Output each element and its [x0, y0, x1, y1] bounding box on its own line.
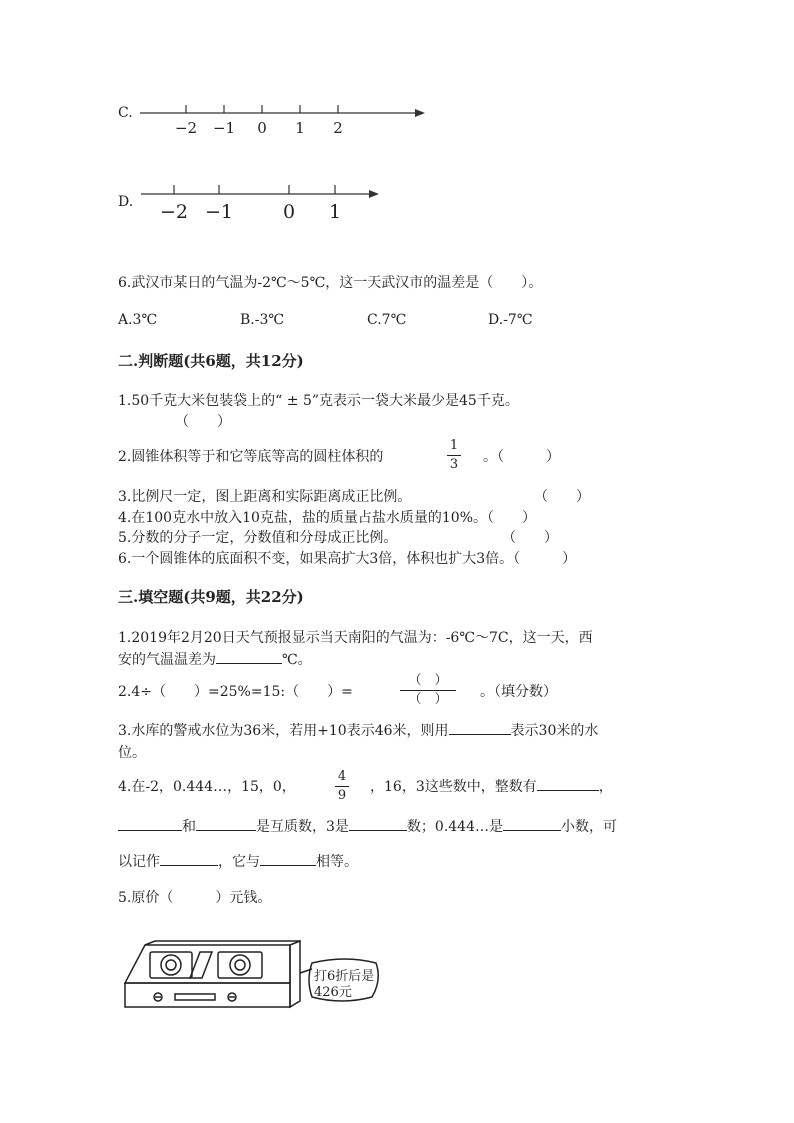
s3-q4-blank-3[interactable]	[196, 816, 256, 831]
s3-q3-text-a: 3.水库的警戒水位为36米，若用+10表示46米，则用	[118, 723, 449, 739]
s3-q1-line2	[118, 649, 312, 669]
q6-option-c: C.7℃	[367, 312, 407, 328]
s3-q4-text-h: 以记作	[118, 854, 160, 870]
number-line-d-tick-label: 1	[328, 201, 342, 223]
s3-q4-fraction	[335, 769, 349, 804]
s2-q3-text: 3.比例尺一定，图上距离和实际距离成正比例。	[118, 489, 412, 505]
fraction-denominator: 9	[337, 788, 347, 803]
s3-q3-blank[interactable]	[449, 720, 511, 735]
fraction-numerator: （ ）	[408, 673, 448, 688]
s2-q1-line1: 1.50千克大米包装袋上的“ ± 5”克表示一袋大米最少是45千克。	[118, 393, 519, 409]
s2-q2-text: 2.圆锥体积等于和它等底等高的圆柱体积的	[118, 449, 384, 465]
number-line-d	[135, 180, 395, 225]
section2-title: 二.判断题(共6题，共12分)	[118, 352, 304, 370]
s3-q3-line1	[118, 720, 598, 740]
s2-q5-paren: （ ）	[502, 530, 558, 546]
s3-q4-blank-5[interactable]	[503, 816, 561, 831]
s3-q1-line1: 1.2019年2月20日天气预报显示当天南阳的气温为：-6℃～7C，这一天，西	[118, 630, 593, 646]
s2-q1-line2: （ ）	[175, 414, 231, 430]
s3-q5-text: 5.原价（ ）元钱。	[118, 890, 272, 906]
stove-center-grille	[190, 952, 212, 978]
s3-q4-text-f: 数；0.444…是	[406, 819, 504, 835]
s3-q4-blank-7[interactable]	[260, 851, 316, 866]
s3-q4-line3	[118, 851, 358, 871]
q6-option-d: D.-7℃	[488, 312, 533, 328]
fraction-numerator: 1	[449, 438, 459, 453]
s2-q2-after: 。（ ）	[483, 449, 560, 465]
option-c-label: C.	[118, 105, 133, 121]
price-tag-line2: 426元	[314, 985, 352, 1000]
s3-q3-text-b: 表示30米的水	[510, 723, 599, 739]
gas-stove-illustration	[120, 935, 390, 1015]
number-line-c-tick-label: 1	[295, 119, 305, 137]
number-line-c-tick-label: −1	[212, 119, 236, 137]
price-tag-line1: 打6折后是	[314, 969, 375, 984]
s3-q4-text-i: ，它与	[218, 854, 260, 870]
s3-q4-text-c: ，	[598, 779, 613, 795]
number-line-c-tick-label: 0	[257, 119, 267, 137]
fraction-numerator: 4	[337, 769, 347, 784]
stove-control-slot	[175, 994, 215, 1000]
s3-q3-line2: 位。	[118, 745, 146, 761]
s3-q2-fraction	[400, 673, 456, 708]
s3-q4-blank-2[interactable]	[118, 816, 182, 831]
s2-q3-paren: （ ）	[534, 489, 590, 505]
fraction-bar	[447, 455, 461, 456]
number-line-c-tick-label: −2	[174, 119, 198, 137]
number-line-c-tick-label: 2	[333, 119, 343, 137]
s3-q2-text: 2.4÷（ ）=25%=15:（ ）=	[118, 684, 353, 700]
q6-option-b: B.-3℃	[240, 312, 285, 328]
s3-q4-line1	[370, 776, 613, 796]
number-line-c-arrow	[415, 109, 425, 117]
s3-q4-text-d: 和	[182, 819, 196, 835]
s3-q4-text-g: 小数，可	[561, 819, 618, 835]
s3-q4-text-b: ，16，3这些数中，整数有	[370, 779, 537, 795]
fraction-bar	[400, 690, 456, 691]
s3-q4-line2	[118, 816, 617, 836]
s2-q6-text: 6.一个圆锥体的底面积不变，如果高扩大3倍，体积也扩大3倍。（ ）	[118, 551, 577, 567]
option-d-label: D.	[118, 194, 134, 210]
stove-side	[290, 941, 300, 1007]
s3-q4-text-j: 相等。	[316, 854, 358, 870]
fraction-bar	[335, 786, 349, 787]
stove-front	[125, 983, 290, 1007]
number-line-d-arrow	[369, 190, 379, 198]
burner-right-panel	[218, 952, 262, 978]
section3-title: 三.填空题(共9题，共22分)	[118, 588, 304, 606]
q6-option-a: A.3℃	[118, 312, 158, 328]
s3-q4-blank-6[interactable]	[160, 851, 218, 866]
number-line-d-tick-label: −1	[204, 201, 234, 223]
burner-right	[230, 955, 250, 975]
s2-q5-text: 5.分数的分子一定，分数值和分母成正比例。	[118, 530, 398, 546]
s3-q2-after: 。（填分数）	[480, 684, 557, 700]
q6-stem: 6.武汉市某日的气温为-2℃～5℃，这一天武汉市的温差是（ ）。	[118, 275, 543, 291]
s3-q1-text: 安的气温温差为	[118, 652, 216, 668]
s2-q2-fraction	[447, 438, 461, 473]
s3-q1-blank[interactable]	[216, 649, 282, 664]
s3-q1-unit: ℃。	[282, 652, 312, 668]
burner-left-panel	[150, 952, 192, 978]
fraction-denominator: （ ）	[408, 692, 448, 707]
s3-q4-text-a: 4.在-2，0.444…，15，0，	[118, 779, 296, 795]
s3-q4-blank-1[interactable]	[537, 776, 599, 791]
s3-q4-blank-4[interactable]	[349, 816, 407, 831]
fraction-denominator: 3	[449, 457, 459, 472]
s3-q4-text-e: 是互质数，3是	[256, 819, 349, 835]
number-line-c	[135, 100, 435, 140]
s2-q4-text: 4.在100克水中放入10克盐，盐的质量占盐水质量的10%。（ ）	[118, 510, 537, 526]
number-line-d-tick-label: 0	[282, 201, 296, 223]
number-line-d-tick-label: −2	[159, 201, 189, 223]
burner-left	[161, 955, 181, 975]
